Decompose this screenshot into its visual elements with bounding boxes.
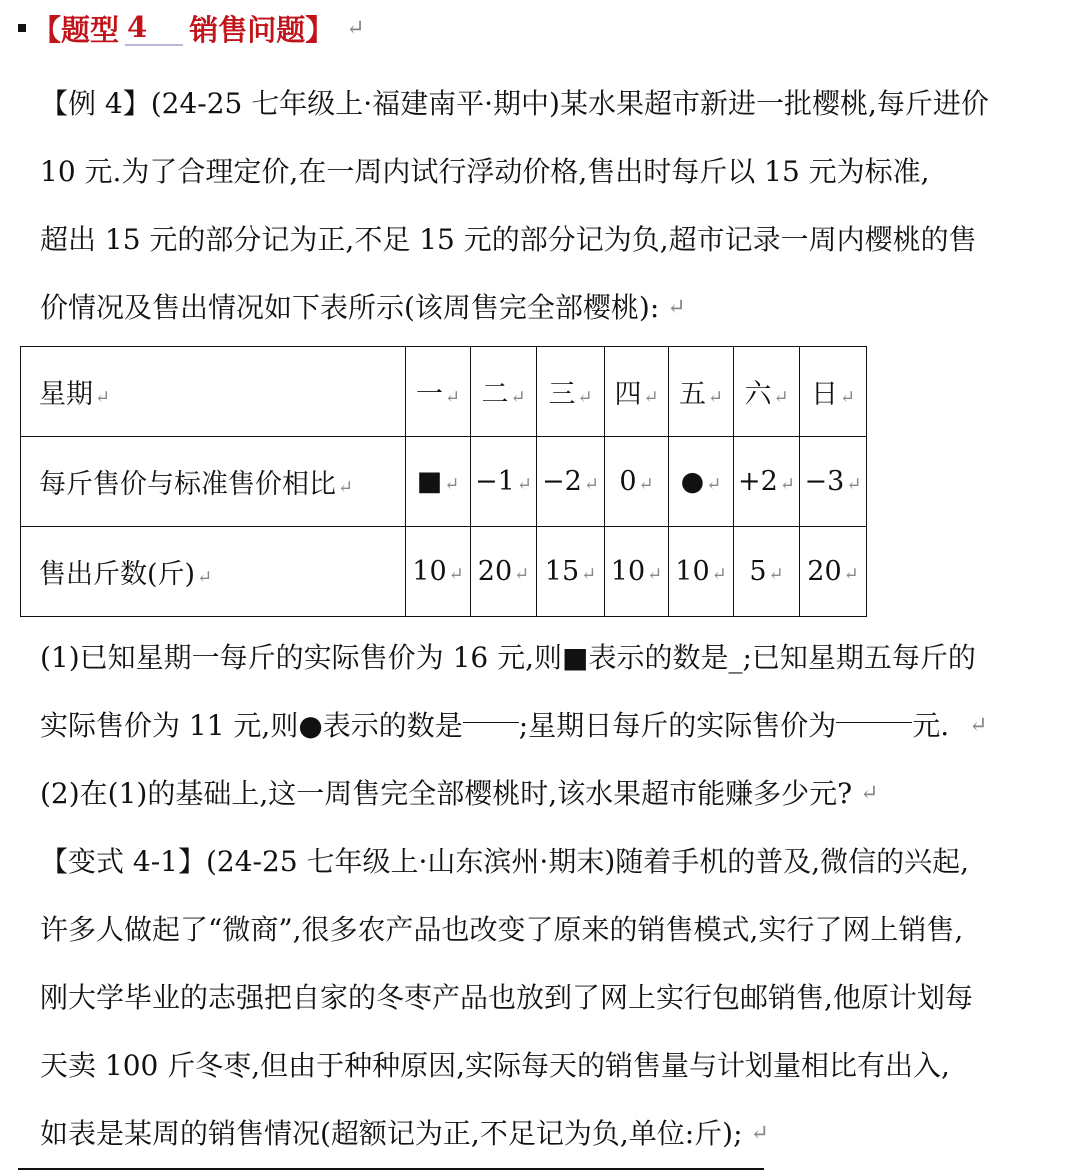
table-cell: 0 ↵ <box>605 437 669 527</box>
return-mark-icon: ↵ <box>750 1121 769 1146</box>
table-cell: 10 ↵ <box>605 527 669 617</box>
table-row-price-diff <box>21 437 867 527</box>
example-line-1-text: 【例 4】(24-25 七年级上·福建南平·期中)某水果超市新进一批樱桃,每斤进价 <box>40 87 989 120</box>
bottom-divider <box>18 1168 764 1170</box>
question-1-line-1-text: (1)已知星期一每斤的实际售价为 16 元,则■表示的数是_;已知星期五每斤的 <box>40 641 976 674</box>
return-mark-icon: ↵ <box>346 15 365 41</box>
variant-line-2 <box>40 896 1060 964</box>
table-cell: 四 ↵ <box>605 347 669 437</box>
table-cell: +2 ↵ <box>734 437 800 527</box>
variant-line-5-text: 如表是某周的销售情况(超额记为正,不足记为负,单位:斤); <box>40 1117 743 1150</box>
heading-number: 4 <box>125 10 183 46</box>
questions-paragraph <box>40 624 1060 828</box>
table-row-weekday <box>21 347 867 437</box>
question-1-line-2 <box>40 692 1060 760</box>
return-mark-icon: ↵ <box>860 781 879 806</box>
table-cell: ● ↵ <box>669 437 734 527</box>
return-mark-icon: ↵ <box>667 295 686 320</box>
variant-line-2-text: 许多人做起了“微商”,很多农产品也改变了原来的销售模式,实行了网上销售, <box>40 913 964 946</box>
question-2-line <box>40 760 1060 828</box>
answer-blank <box>463 692 519 723</box>
price-table <box>20 346 867 617</box>
variant-line-4 <box>40 1032 1060 1100</box>
table-cell: 一 ↵ <box>406 347 471 437</box>
return-mark-icon: ↵ <box>969 713 988 738</box>
answer-blank <box>836 692 912 723</box>
heading-title: 销售问题】 <box>189 12 335 47</box>
table-cell: 10 ↵ <box>406 527 471 617</box>
table-row-label: 星期 ↵ <box>21 347 406 437</box>
example-line-2 <box>40 138 1060 206</box>
table-cell: 二 ↵ <box>471 347 537 437</box>
variant-line-1 <box>40 828 1060 896</box>
table-cell: 15 ↵ <box>537 527 605 617</box>
table-cell: −1 ↵ <box>471 437 537 527</box>
question-1-line-2-part-a: 实际售价为 11 元,则●表示的数是 <box>40 709 463 742</box>
table-cell: −3 ↵ <box>800 437 867 527</box>
example-line-2-text: 10 元.为了合理定价,在一周内试行浮动价格,售出时每斤以 15 元为标准, <box>40 155 930 188</box>
table-row-quantity <box>21 527 867 617</box>
table-cell: −2 ↵ <box>537 437 605 527</box>
table-cell: 20 ↵ <box>471 527 537 617</box>
example-paragraph <box>40 70 1060 342</box>
question-1-line-1 <box>40 624 1060 692</box>
bullet-square-icon <box>18 24 26 32</box>
example-line-1 <box>40 70 1060 138</box>
variant-line-3-text: 刚大学毕业的志强把自家的冬枣产品也放到了网上实行包邮销售,他原计划每 <box>40 981 973 1014</box>
heading-prefix: 【题型 <box>32 12 120 47</box>
variant-line-3 <box>40 964 1060 1032</box>
table-cell: ■ ↵ <box>406 437 471 527</box>
example-line-4-text: 价情况及售出情况如下表所示(该周售完全部樱桃): <box>40 291 660 324</box>
table-row-label: 售出斤数(斤) ↵ <box>21 527 406 617</box>
table-cell: 日 ↵ <box>800 347 867 437</box>
table-cell: 5 ↵ <box>734 527 800 617</box>
table-cell: 三 ↵ <box>537 347 605 437</box>
question-2-text: (2)在(1)的基础上,这一周售完全部樱桃时,该水果超市能赚多少元? <box>40 777 853 810</box>
table-cell: 五 ↵ <box>669 347 734 437</box>
table-cell: 10 ↵ <box>669 527 734 617</box>
example-line-4 <box>40 274 1060 342</box>
question-1-line-2-part-c: 元. <box>912 709 950 742</box>
section-heading <box>18 6 365 50</box>
variant-line-1-text: 【变式 4-1】(24-25 七年级上·山东滨州·期末)随着手机的普及,微信的兴起, <box>40 845 970 878</box>
table-cell: 20 ↵ <box>800 527 867 617</box>
example-line-3-text: 超出 15 元的部分记为正,不足 15 元的部分记为负,超市记录一周内樱桃的售 <box>40 223 977 256</box>
table-cell: 六 ↵ <box>734 347 800 437</box>
table-row-label: 每斤售价与标准售价相比 ↵ <box>21 437 406 527</box>
example-line-3 <box>40 206 1060 274</box>
question-1-line-2-part-b: ;星期日每斤的实际售价为 <box>518 709 837 742</box>
variant-line-4-text: 天卖 100 斤冬枣,但由于种种原因,实际每天的销售量与计划量相比有出入, <box>40 1049 950 1082</box>
variant-paragraph <box>40 828 1060 1168</box>
variant-line-5 <box>40 1100 1060 1168</box>
